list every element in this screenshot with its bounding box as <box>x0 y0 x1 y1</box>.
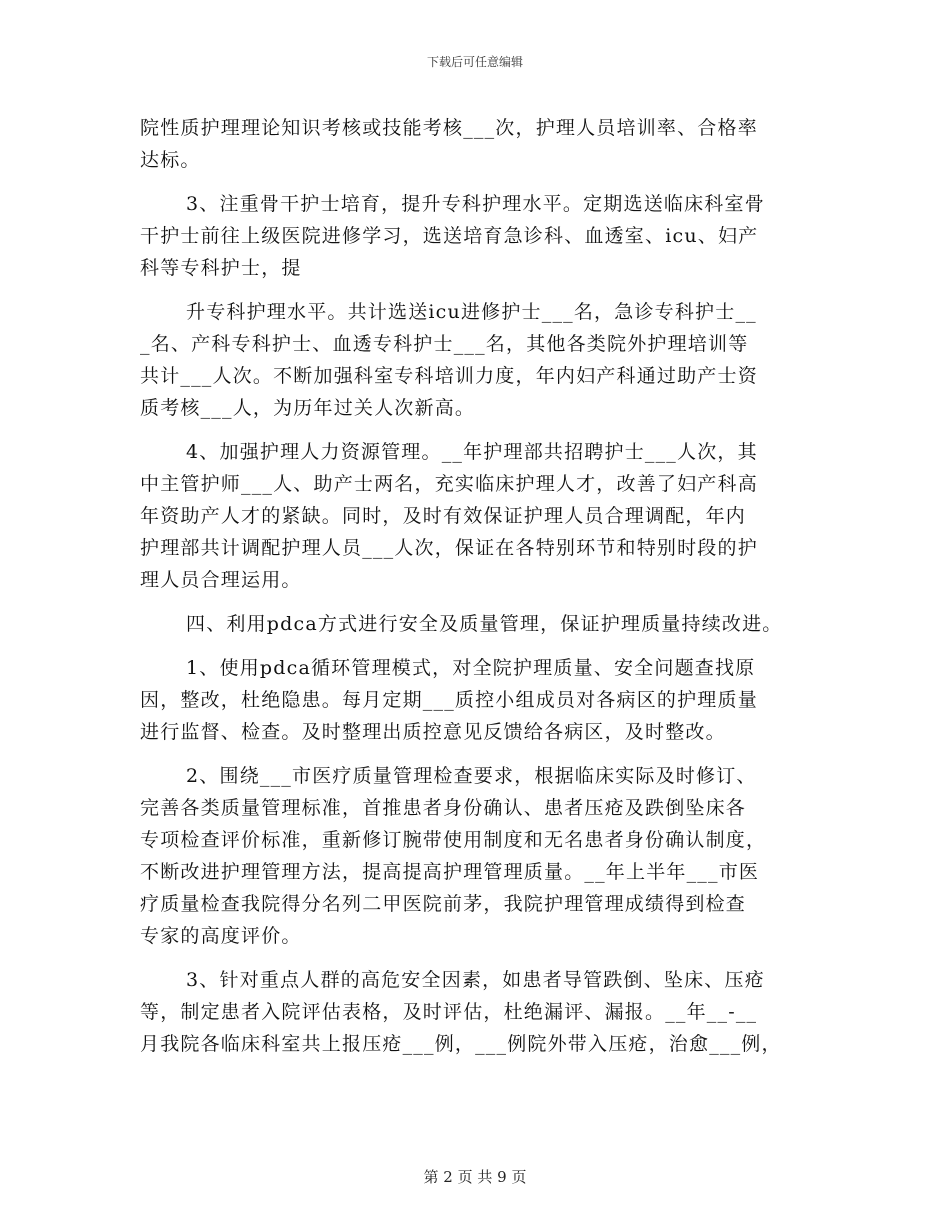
text-line: 疗质量检查我院得分名列二甲医院前茅，我院护理管理成绩得到检查 <box>140 893 747 915</box>
text-line: 科等专科护士，提 <box>140 257 302 279</box>
text-line: 因，整改，杜绝隐患。每月定期___质控小组成员对各病区的护理质量 <box>140 689 758 711</box>
text-line: 完善各类质量管理标准，首推患者身份确认、患者压疮及跌倒坠床各 <box>140 797 747 819</box>
text-line: 专家的高度评价。 <box>140 925 302 947</box>
text-line: 3、针对重点人群的高危安全因素，如患者导管跌倒、坠床、压疮 <box>186 969 765 991</box>
text-line: 共计___人次。不断加强科室专科培训力度，年内妇产科通过助产士资 <box>140 365 758 387</box>
text-line: 中主管护师___人、助产士两名，充实临床护理人才，改善了妇产科高 <box>140 473 758 495</box>
text-line: _名、产科专科护士、血透专科护士___名，其他各类院外护理培训等 <box>140 333 749 355</box>
page-number: 第 2 页 共 9 页 <box>423 1168 527 1186</box>
text-line: 不断改进护理管理方法，提高提高护理管理质量。__年上半年___市医 <box>140 861 760 883</box>
text-line: 质考核___人，为历年过关人次新高。 <box>140 397 476 419</box>
text-line: 护理部共计调配护理人员___人次，保证在各特别环节和特别时段的护 <box>140 537 758 559</box>
text-line: 等，制定患者入院评估表格，及时评估，杜绝漏评、漏报。__年__-__ <box>140 1001 758 1023</box>
text-line: 年资助产人才的紧缺。同时，及时有效保证护理人员合理调配，年内 <box>140 505 747 527</box>
text-line: 升专科护理水平。共计选送icu进修护士___名，急诊专科护士__ <box>186 301 757 323</box>
section-heading: 四、利用pdca方式进行安全及质量管理，保证护理质量持续改进。 <box>186 613 783 635</box>
text-line: 月我院各临床科室共上报压疮___例，___例院外带入压疮，治愈___例， <box>140 1033 782 1055</box>
text-line: 3、注重骨干护士培育，提升专科护理水平。定期选送临床科室骨 <box>186 193 765 215</box>
document-body <box>140 112 820 1060</box>
page-header: 下载后可任意编辑 <box>426 55 523 69</box>
text-line: 理人员合理运用。 <box>140 569 302 591</box>
text-line: 达标。 <box>140 149 201 171</box>
text-line: 进行监督、检查。及时整理出质控意见反馈给各病区，及时整改。 <box>140 721 726 743</box>
text-line: 4、加强护理人力资源管理。__年护理部共招聘护士___人次，其 <box>186 441 758 463</box>
text-line: 专项检查评价标准，重新修订腕带使用制度和无名患者身份确认制度， <box>140 829 767 851</box>
text-line: 1、使用pdca循环管理模式，对全院护理质量、安全问题查找原 <box>186 657 756 679</box>
text-line: 2、围绕___市医疗质量管理检查要求，根据临床实际及时修订、 <box>186 765 757 787</box>
text-line: 干护士前往上级医院进修学习，选送培育急诊科、血透室、icu、妇产 <box>140 225 759 247</box>
text-line: 院性质护理理论知识考核或技能考核___次，护理人员培训率、合格率 <box>140 117 758 139</box>
